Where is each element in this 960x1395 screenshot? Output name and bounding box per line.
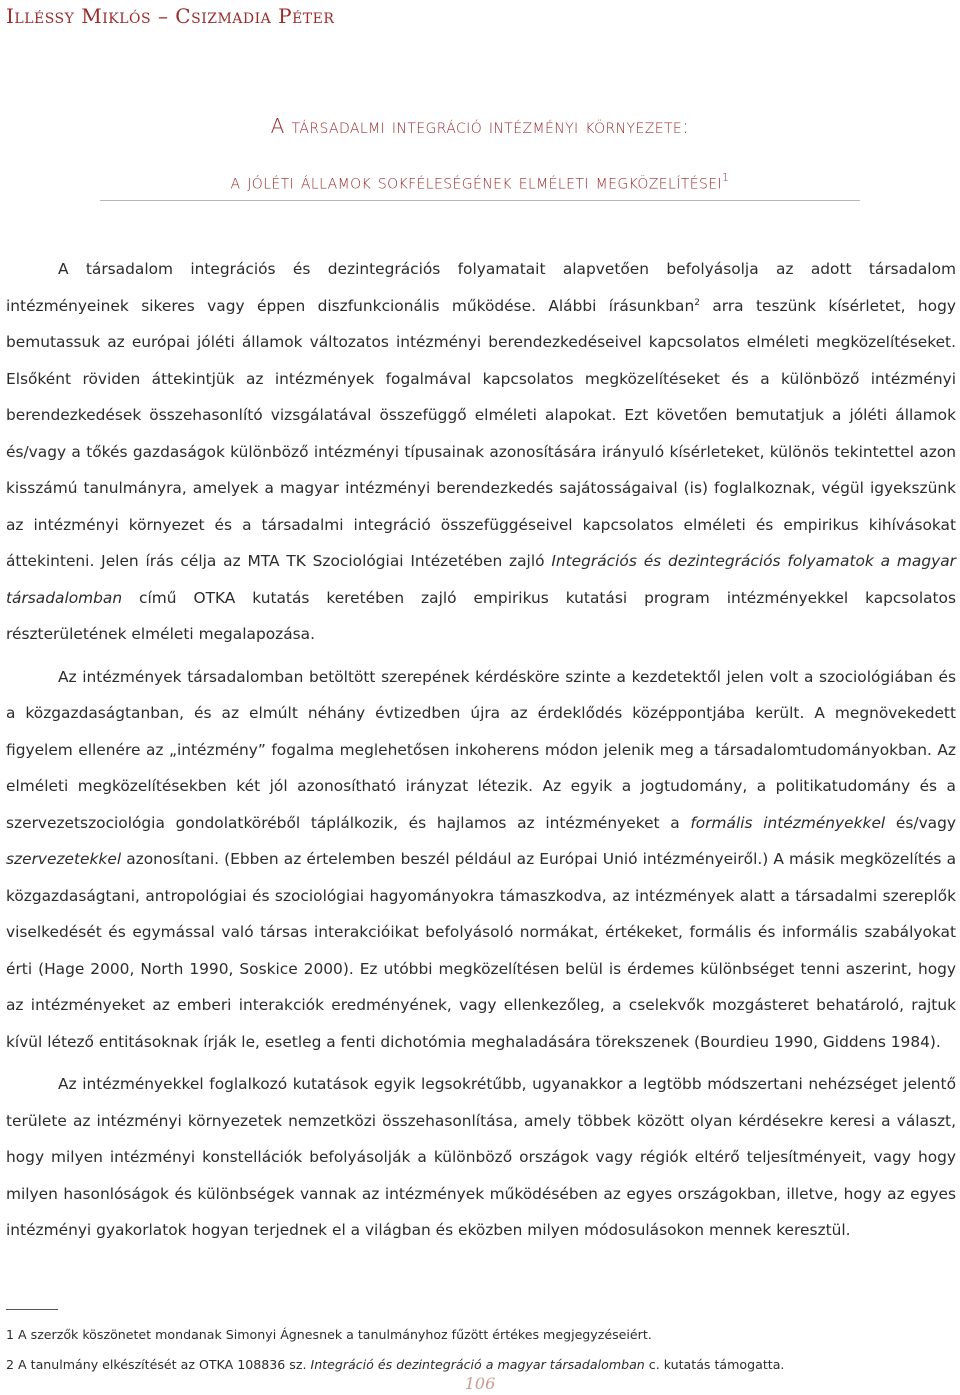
paragraph-3 (6, 1066, 956, 1249)
title-divider (100, 200, 860, 201)
article-body (6, 251, 956, 1249)
paragraph-3-text: Az intézményekkel foglalkozó kutatások egyik legsokrétűbb, ugyanakkor a legtöbb módszertani nehézséget jelentő területe az intézményi környezetek nemzetközi összehasonlítása, amely többek között olyan kérdésekre keresi a választ, hogy milyen intézményi konstellációk befolyásolják a különböző országok vagy régiók eltérő teljesítményeit, vagy hogy milyen hasonlóságok és különbségek vannak az intézmények működésében az egyes országokban, illetve, hogy az egyes intézményi gyakorlatok hogyan terjednek el a világban és eközben milyen módosulásokon mennek keresztül. (6, 1075, 956, 1239)
paragraph-2-text-a: Az intézmények társadalomban betöltött szerepének kérdésköre szinte a kezdetektől jelen volt a szociológiában és a közgazdaságtanban, és az elmúlt néhány évtizedben újra az érdeklődés középpontjába került. A megnövekedett figyelem ellenére az „intézmény” fogalma meglehetősen inkoherens módon jelenik meg a társadalomtudományokban. Az elméleti megközelítésekben két jól azonosítható irányzat létezik. Az egyik a jogtudomány, a politikatudomány és a szervezetszociológia gondolatköréből táplálkozik, és hajlamos az intézményeket a (6, 667, 956, 832)
paragraph-2-italic-2: szervezetekkel (6, 850, 122, 868)
paragraph-1-text-a: A társadalom integrációs és dezintegrációs folyamatait alapvetően befolyásolja az adott társadalom intézményeinek sikeres vagy éppen diszfunkcionális működése. Alábbi írásunkban (6, 260, 956, 315)
paragraph-1-italic: Integrációs és dezintegrációs folyamatok a magyar társadalomban (6, 552, 956, 607)
article-title-line-1: A társadalmi integráció intézményi környezete: (270, 114, 690, 138)
footnote-2-text-b: c. kutatás támogatta. (644, 1357, 785, 1372)
article-title-line-2-text: a jóléti államok sokféleségének elméleti megközelítései (230, 169, 723, 194)
running-header-authors: Illéssy Miklós – Csizmadia Péter (6, 4, 335, 28)
paragraph-2-text-b: és/vagy (885, 813, 956, 832)
footnote-2-text-a: 2 A tanulmány elkészítését az OTKA 108836 sz. (6, 1357, 311, 1372)
footnote-1: 1 A szerzők köszönetet mondanak Simonyi Ágnesnek a tanulmányhoz fűzött értékes megjegyzéseiért. (6, 1327, 652, 1342)
footnote-divider (6, 1309, 58, 1310)
paragraph-2-text-c: azonosítani. (Ebben az értelemben beszél például az Európai Unió intézményeiről.) A másik megközelítés a közgazdaságtani, antropológiai és szociológiai hagyományokra támaszkodva, az intézmények alatt a társadalmi szereplők viselkedését és egymással való társas interakcióikat befolyásoló normákat, értékeket, formális és informális szabályokat érti (Hage 2000, North 1990, Soskice 2000). Ez utóbbi megközelítésen belül is érdemes különbséget tenni aszerint, hogy az intézményeket az emberi interakciók eredményének, vagy ellenkezőleg, a cselekvők mozgásteret behatároló, rajtuk kívül létező entitásoknak írják le, esetleg a fenti dichotómia meghaladására törekszenek (Bourdieu 1990, Giddens 1984). (6, 850, 956, 1051)
paragraph-1-text-c: című OTKA kutatás keretében zajló empirikus kutatási program intézményekkel kapcsolatos részterületének elméleti megalapozása. (6, 588, 956, 643)
paragraph-1-text-b: arra teszünk kísérletet, hogy bemutassuk az európai jóléti államok változatos intézményi berendezkedéseivel kapcsolatos elméleti megközelítéseket. Elsőként röviden áttekintjük az intézmények fogalmával kapcsolatos megközelítéseket és a különböző intézményi berendezkedések összehasonlító vizsgálatával összefüggő elméleti alapokat. Ezt követően bemutatjuk a jóléti államok és/vagy a tőkés gazdaságok különböző intézményi típusainak azonosítására irányuló kísérleteket, különös tekintettel azon kisszámú tanulmányra, amelyek a magyar intézményi berendezkedés sajátosságaival (is) foglalkoznak, végül igyekszünk az intézményi környezet és a társadalmi integráció összefüggéseivel kapcsolatos elméleti és empirikus kihívásokat áttekinteni. Jelen írás célja az MTA TK Szociológiai Intézetében zajló (6, 296, 956, 570)
footnote-2-italic: Integráció és dezintegráció a magyar társadalomban (310, 1357, 645, 1372)
footnote-ref-2[interactable]: 2 (694, 297, 700, 308)
title-footnote-ref[interactable]: 1 (722, 171, 730, 184)
page-number: 106 (464, 1374, 496, 1393)
article-title (100, 100, 860, 208)
paragraph-2-italic-1: formális intézményekkel (690, 813, 886, 832)
footnotes (6, 1320, 956, 1380)
paragraph-1 (6, 251, 956, 653)
paragraph-2 (6, 659, 956, 1061)
